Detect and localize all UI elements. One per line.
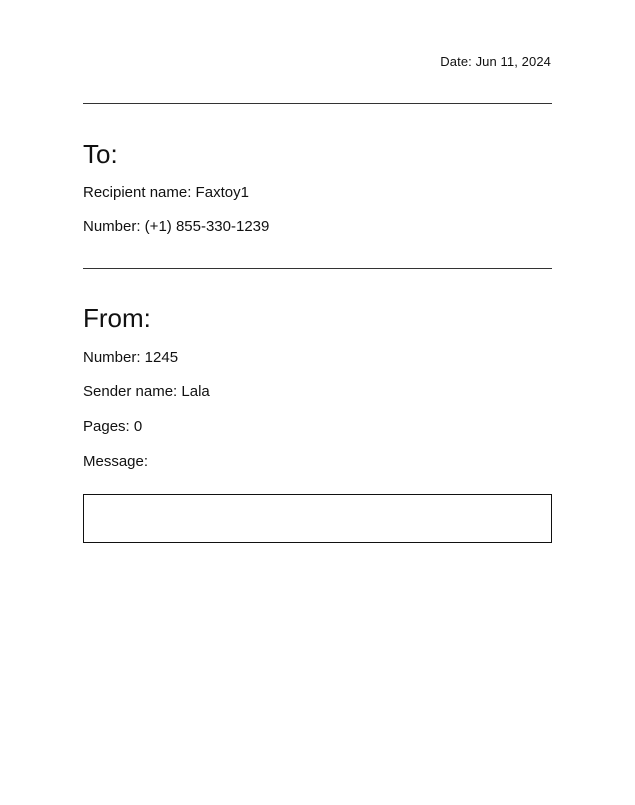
date-text: Date: Jun 11, 2024	[440, 54, 551, 69]
message-label: Message:	[83, 453, 149, 470]
middle-divider	[83, 268, 552, 269]
recipient-name: Recipient name: Faxtoy1	[83, 184, 249, 201]
to-heading: To:	[83, 139, 118, 169]
message-box	[83, 494, 552, 543]
recipient-number: Number: (+1) 855-330-1239	[83, 218, 270, 235]
sender-number: Number: 1245	[83, 349, 179, 366]
from-heading: From:	[83, 303, 151, 333]
top-divider	[83, 103, 552, 104]
sender-name: Sender name: Lala	[83, 383, 210, 400]
pages-count: Pages: 0	[83, 418, 143, 435]
